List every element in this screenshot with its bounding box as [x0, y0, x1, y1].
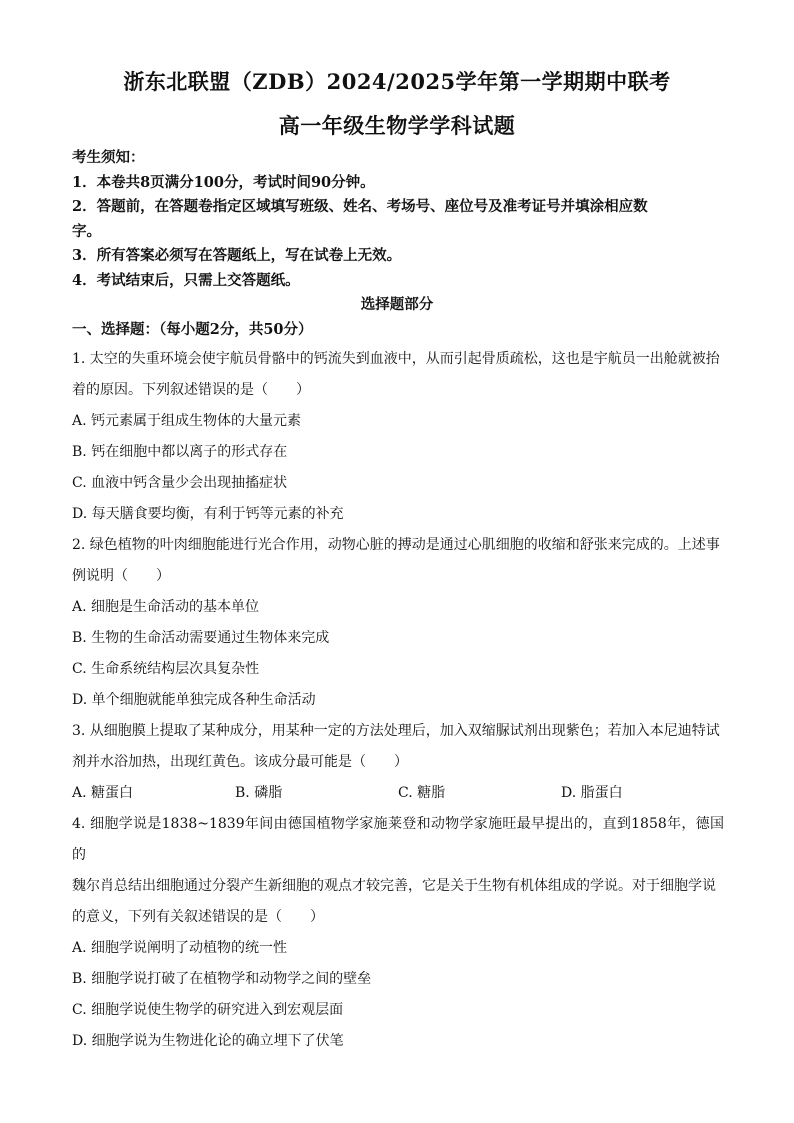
- question-2: [72, 530, 724, 716]
- option-b: B. 磷脂: [235, 785, 283, 801]
- question-stem: 4. 细胞学说是1838~1839年间由德国植物学家施莱登和动物学家施旺最早提出的，直到1858年，德国的: [72, 816, 724, 863]
- option-a: A. 细胞是生命活动的基本单位: [72, 599, 260, 615]
- option-d: D. 单个细胞就能单独完成各种生命活动: [72, 692, 316, 708]
- option-a: A. 糖蛋白: [72, 785, 134, 801]
- notes-item: 3．所有答案必须写在答题纸上，写在试卷上无效。: [72, 247, 402, 264]
- option-b: B. 生物的生命活动需要通过生物体来完成: [72, 630, 330, 646]
- option-c: C. 生命系统结构层次具复杂性: [72, 661, 260, 677]
- candidate-notes: [72, 146, 732, 293]
- option-b: B. 细胞学说打破了在植物学和动物学之间的壁垒: [72, 971, 372, 987]
- option-d: D. 脂蛋白: [561, 785, 623, 801]
- question-3: [72, 716, 724, 809]
- option-d: D. 每天膳食要均衡，有利于钙等元素的补充: [72, 506, 344, 522]
- option-row: [72, 778, 724, 809]
- notes-item: 字。: [72, 222, 101, 240]
- question-stem: 2. 绿色植物的叶肉细胞能进行光合作用，动物心脏的搏动是通过心肌细胞的收缩和舒张来完成的。上述事: [72, 537, 720, 553]
- question-stem: 剂并水浴加热，出现红黄色。该成分最可能是（ ）: [72, 754, 408, 770]
- question-list: [72, 344, 724, 1057]
- section-title: 选择题部分: [360, 296, 434, 313]
- option-c: C. 细胞学说使生物学的研究进入到宏观层面: [72, 1002, 344, 1018]
- option-d: D. 细胞学说为生物进化论的确立埋下了伏笔: [72, 1033, 344, 1049]
- exam-title: 浙东北联盟（ZDB）2024/2025学年第一学期期中联考: [123, 69, 671, 94]
- option-a: A. 钙元素属于组成生物体的大量元素: [72, 413, 302, 429]
- exam-subtitle: 高一年级生物学学科试题: [278, 113, 516, 138]
- question-stem: 着的原因。下列叙述错误的是（ ）: [72, 382, 310, 398]
- question-stem: 魏尔肖总结出细胞通过分裂产生新细胞的观点才较完善，它是关于生物有机体组成的学说。对于细胞学说: [72, 878, 716, 894]
- option-b: B. 钙在细胞中都以离子的形式存在: [72, 444, 288, 460]
- notes-item: 1．本卷共8页满分100分，考试时间90分钟。: [72, 173, 375, 191]
- question-stem: 的意义，下列有关叙述错误的是（ ）: [72, 909, 324, 925]
- option-c: C. 血液中钙含量少会出现抽搐症状: [72, 475, 288, 491]
- option-a: A. 细胞学说阐明了动植物的统一性: [72, 940, 288, 956]
- option-c: C. 糖脂: [398, 785, 446, 801]
- part-title: 一、选择题：（每小题2分，共50分）: [72, 321, 313, 338]
- question-4: [72, 809, 724, 1057]
- question-stem: 1. 太空的失重环境会使宇航员骨骼中的钙流失到血液中，从而引起骨质疏松，这也是宇航员一出舱就被抬: [72, 351, 720, 367]
- question-stem: 3. 从细胞膜上提取了某种成分，用某种一定的方法处理后，加入双缩脲试剂出现紫色；若加入本尼迪特试: [72, 723, 720, 739]
- question-stem: 例说明（ ）: [72, 568, 170, 584]
- question-1: [72, 344, 724, 530]
- notes-item: 4．考试结束后，只需上交答题纸。: [72, 271, 300, 289]
- notes-heading: 考生须知：: [72, 149, 145, 166]
- notes-item: 2．答题前，在答题卷指定区域填写班级、姓名、考场号、座位号及准考证号并填涂相应数: [72, 198, 648, 215]
